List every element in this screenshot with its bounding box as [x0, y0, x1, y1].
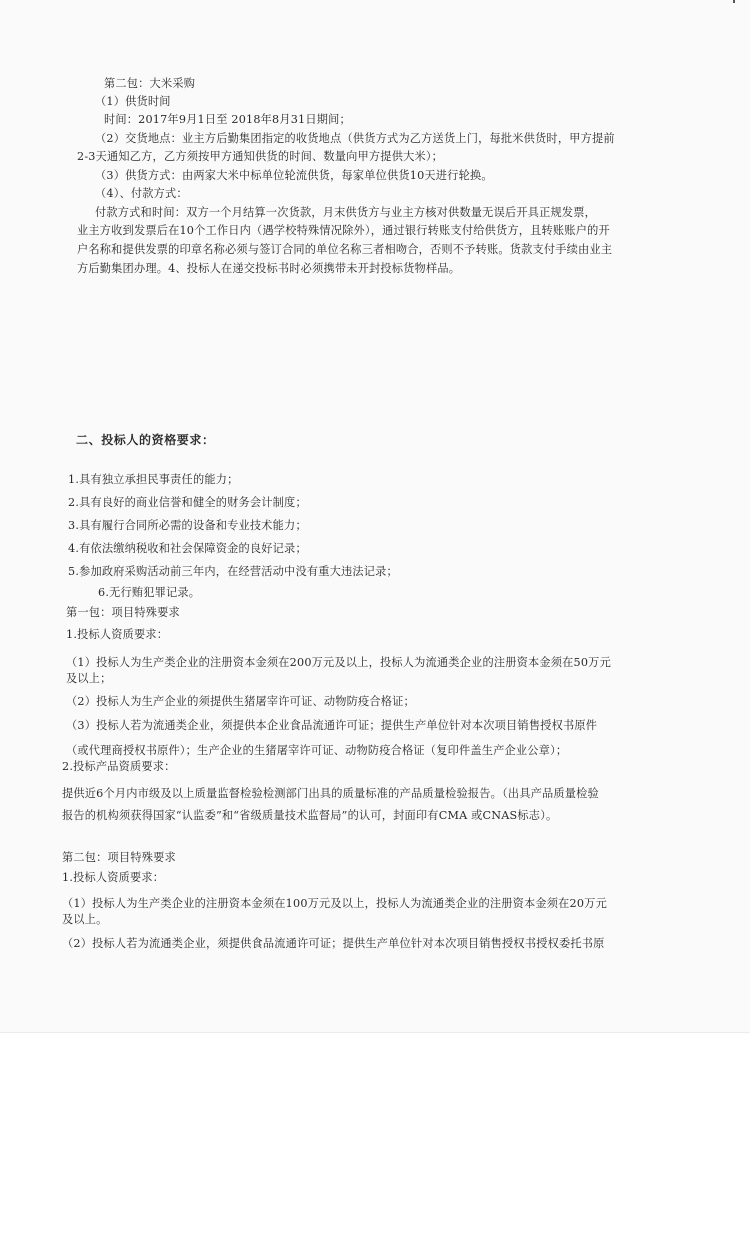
scan-corner-mark — [733, 0, 735, 3]
package2-line: 1.投标人资质要求： — [62, 871, 165, 884]
requirement-item: 5.参加政府采购活动前三年内，在经营活动中没有重大违法记录； — [68, 565, 398, 578]
requirement-item: 4.有依法缴纳税收和社会保障资金的良好记录； — [68, 542, 307, 555]
package1-line: （1）投标人为生产类企业的注册资本金须在200万元及以上，投标人为流通类企业的注册资本金须在50万元 — [66, 656, 611, 669]
qualification-heading: 二、投标人的资格要求： — [76, 433, 215, 447]
package2-title: 第二包：大米采购 — [104, 77, 196, 90]
payment-text-2: 业主方收到发票后在10个工作日内（遇学校特殊情况除外），通过银行转账支付给供货方，且转账账户的开 — [77, 224, 610, 237]
requirement-item: 2.具有良好的商业信誉和健全的财务会计制度； — [68, 496, 307, 509]
package2-line: 及以上。 — [62, 913, 108, 926]
package1-line: 提供近6个月内市级及以上质量监督检验检测部门出具的质量标准的产品质量检验报告。（出具产品质量检验 — [62, 787, 599, 800]
requirement-item: 1.具有独立承担民事责任的能力； — [68, 473, 239, 486]
payment-text-4: 方后勤集团办理。4、投标人在递交投标书时必须携带未开封投标货物样品。 — [77, 262, 461, 275]
supply-method: （3）供货方式：由两家大米中标单位轮流供货，每家单位供货10天进行轮换。 — [95, 169, 493, 182]
payment-text-3: 户名称和提供发票的印章名称必须与签订合同的单位名称三者相吻合，否则不予转账。货款支付手续由业主 — [77, 243, 613, 256]
delivery-location-cont: 2-3天通知乙方，乙方须按甲方通知供货的时间、数量向甲方提供大米）； — [77, 150, 444, 163]
package1-line: （或代理商授权书原件）；生产企业的生猪屠宰许可证、动物防疫合格证（复印件盖生产企业公章）； — [66, 744, 568, 757]
requirement-item: 3.具有履行合同所必需的设备和专业技术能力； — [68, 519, 307, 532]
supply-time-label: （1）供货时间 — [95, 95, 171, 108]
package1-line: （2）投标人为生产企业的须提供生猪屠宰许可证、动物防疫合格证； — [66, 695, 415, 708]
payment-text-1: 付款方式和时间：双方一个月结算一次货款，月末供货方与业主方核对供数量无误后开具正规发票， — [95, 206, 597, 219]
package2-line: （1）投标人为生产类企业的注册资本金须在100万元及以上，投标人为流通类企业的注册资本金须在20万元 — [62, 897, 607, 910]
package1-line: 及以上； — [66, 672, 112, 685]
package2-special-title: 第二包：项目特殊要求 — [62, 851, 176, 864]
package2-line: （2）投标人若为流通类企业，须提供食品流通许可证；提供生产单位针对本次项目销售授权书授权委托书原 — [62, 937, 605, 950]
delivery-location: （2）交货地点：业主方后勤集团指定的收货地点（供货方式为乙方送货上门，每批米供货时，甲方提前 — [95, 132, 615, 145]
package1-line: 2.投标产品资质要求： — [62, 760, 176, 773]
payment-method-label: （4）、付款方式： — [95, 187, 188, 200]
package1-line: 报告的机构须获得国家“认监委”和“省级质量技术监督局”的认可，封面印有CMA 或CNAS标志）。 — [62, 809, 558, 822]
package1-line: （3）投标人若为流通类企业，须提供本企业食品流通许可证；提供生产单位针对本次项目销售授权书原件 — [66, 719, 598, 732]
requirement-item: 6.无行贿犯罪记录。 — [98, 586, 201, 599]
package1-line: 1.投标人资质要求： — [66, 628, 169, 641]
package1-special-title: 第一包：项目特殊要求 — [66, 606, 180, 619]
supply-time-value: 时间：2017年9月1日至 2018年8月31日期间； — [104, 113, 351, 126]
